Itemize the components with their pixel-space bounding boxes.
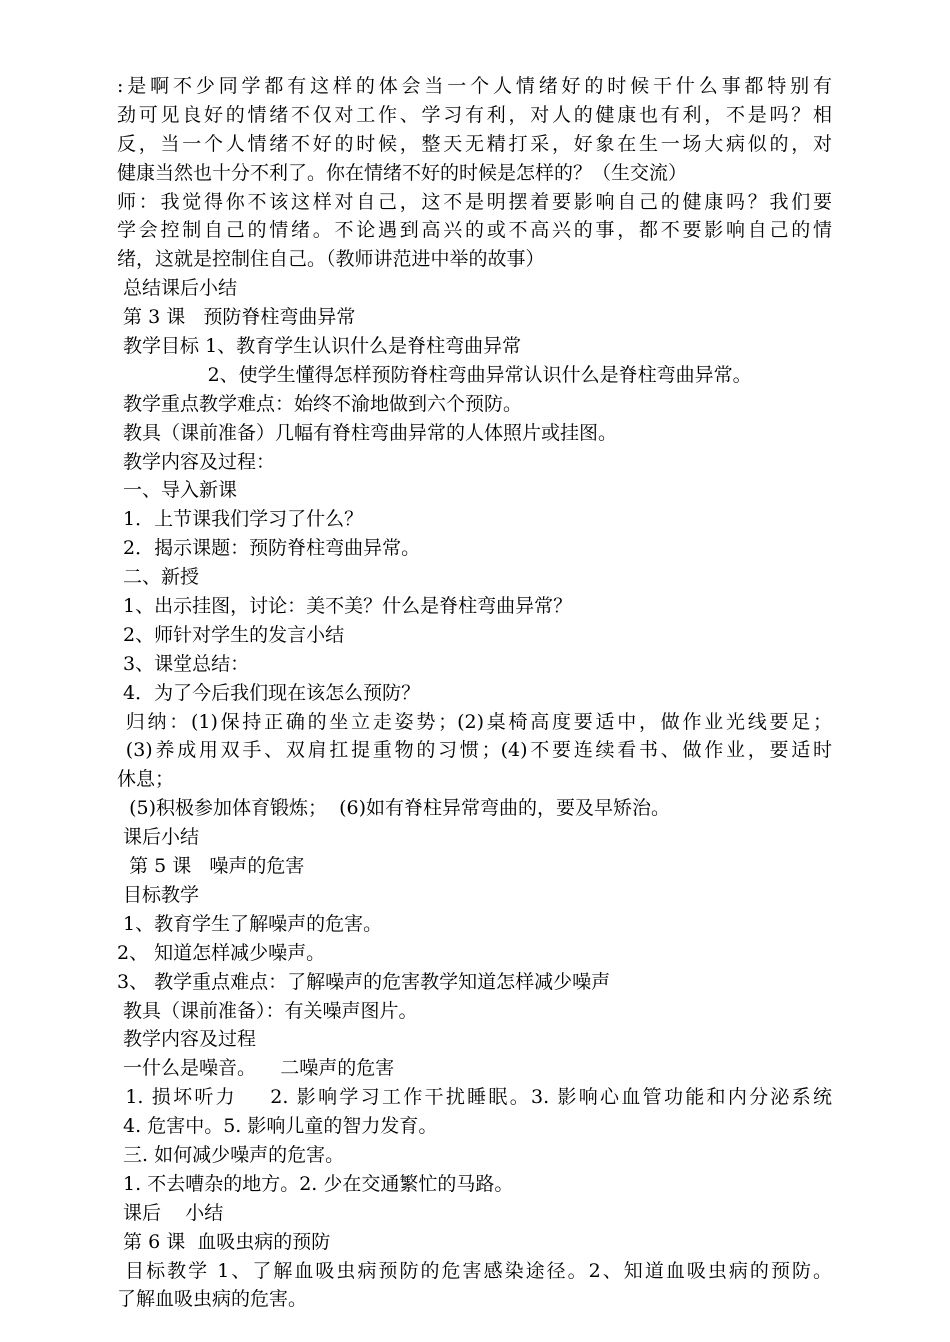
text-line: 2、使学生懂得怎样预防脊柱弯曲异常认识什么是脊柱弯曲异常。: [117, 363, 752, 386]
text-line: 2．揭示课题：预防脊柱弯曲异常。: [117, 537, 421, 560]
section-heading: 总结课后小结: [117, 277, 238, 300]
text-line: 归纳：(1)保持正确的坐立走姿势；(2)桌椅高度要适中，做作业光线要足；: [117, 710, 832, 733]
text-line: (5)积极参加体育锻炼； (6)如有脊柱异常弯曲的，要及早矫治。: [117, 797, 670, 820]
text-line: 教具（课前准备）几幅有脊柱弯曲异常的人体照片或挂图。: [117, 421, 618, 444]
lesson-title: 第 6 课 血吸虫病的预防: [117, 1230, 331, 1253]
text-line: 教学内容及过程: [117, 1028, 257, 1051]
text-line: :是啊不少同学都有这样的体会当一个人情绪好的时候干什么事都特别有: [117, 75, 832, 97]
text-line: 2、 知道怎样减少噪声。: [117, 941, 326, 964]
section-heading: 课后 小结: [117, 1201, 224, 1224]
text-line: 休息；: [117, 768, 175, 791]
text-line: 教具（课前准备）：有关噪声图片。: [117, 999, 418, 1022]
text-line: 绪，这就是控制住自己。（教师讲范进中举的故事）: [117, 248, 545, 271]
text-line: 健康当然也十分不利了。你在情绪不好的时候是怎样的？（生交流）: [117, 161, 688, 184]
text-line: 一、导入新课: [117, 479, 238, 502]
text-line: 教学目标 1、教育学生认识什么是脊柱弯曲异常: [117, 335, 522, 358]
text-line: 1．上节课我们学习了什么？: [117, 508, 364, 531]
text-line: 二、新授: [117, 566, 200, 589]
text-line: 师：我觉得你不该这样对自己，这不是明摆着要影响自己的健康吗？我们要: [117, 190, 832, 213]
text-line: 1. 损坏听力 2. 影响学习工作干扰睡眠。3. 影响心血管功能和内分泌系统: [117, 1086, 832, 1109]
text-line: 4．为了今后我们现在该怎么预防？: [117, 681, 421, 704]
text-line: 劲可见良好的情绪不仅对工作、学习有利，对人的健康也有利，不是吗？相: [117, 103, 832, 126]
text-line: 1、教育学生了解噪声的危害。: [117, 912, 383, 935]
text-line: 教学内容及过程：: [117, 450, 276, 473]
text-line: 3、课堂总结：: [117, 652, 250, 675]
text-line: 反，当一个人情绪不好的时候，整天无精打采，好象在生一场大病似的，对: [117, 132, 832, 155]
text-line: 教学重点教学难点：始终不渝地做到六个预防。: [117, 392, 523, 415]
text-line: 一什么是噪音。 二噪声的危害: [117, 1057, 395, 1080]
text-line: 1、出示挂图，讨论：美不美？什么是脊柱弯曲异常？: [117, 595, 573, 618]
section-heading: 课后小结: [117, 826, 200, 849]
text-line: 学会控制自己的情绪。不论遇到高兴的或不高兴的事，都不要影响自己的情: [117, 219, 832, 242]
document-text: [117, 72, 832, 1314]
text-line: 目标教学 1、了解血吸虫病预防的危害感染途径。2、知道血吸虫病的预防。: [117, 1259, 832, 1282]
text-line: 了解血吸虫病的危害。: [117, 1288, 308, 1311]
lesson-title: 第 5 课 噪声的危害: [117, 855, 305, 878]
text-line: (3)养成用双手、双肩扛提重物的习惯；(4)不要连续看书、做作业，要适时: [117, 739, 832, 762]
text-line: 目标教学: [117, 883, 200, 906]
lesson-title: 第 3 课 预防脊柱弯曲异常: [117, 306, 356, 329]
text-line: 3、 教学重点难点：了解噪声的危害教学知道怎样减少噪声: [117, 970, 611, 993]
text-line: 4. 危害中。5. 影响儿童的智力发育。: [117, 1115, 438, 1138]
text-line: 三. 如何减少噪声的危害。: [117, 1143, 345, 1166]
text-line: 1. 不去嘈杂的地方。2. 少在交通繁忙的马路。: [117, 1172, 514, 1195]
text-line: 2、师针对学生的发言小结: [117, 623, 345, 646]
